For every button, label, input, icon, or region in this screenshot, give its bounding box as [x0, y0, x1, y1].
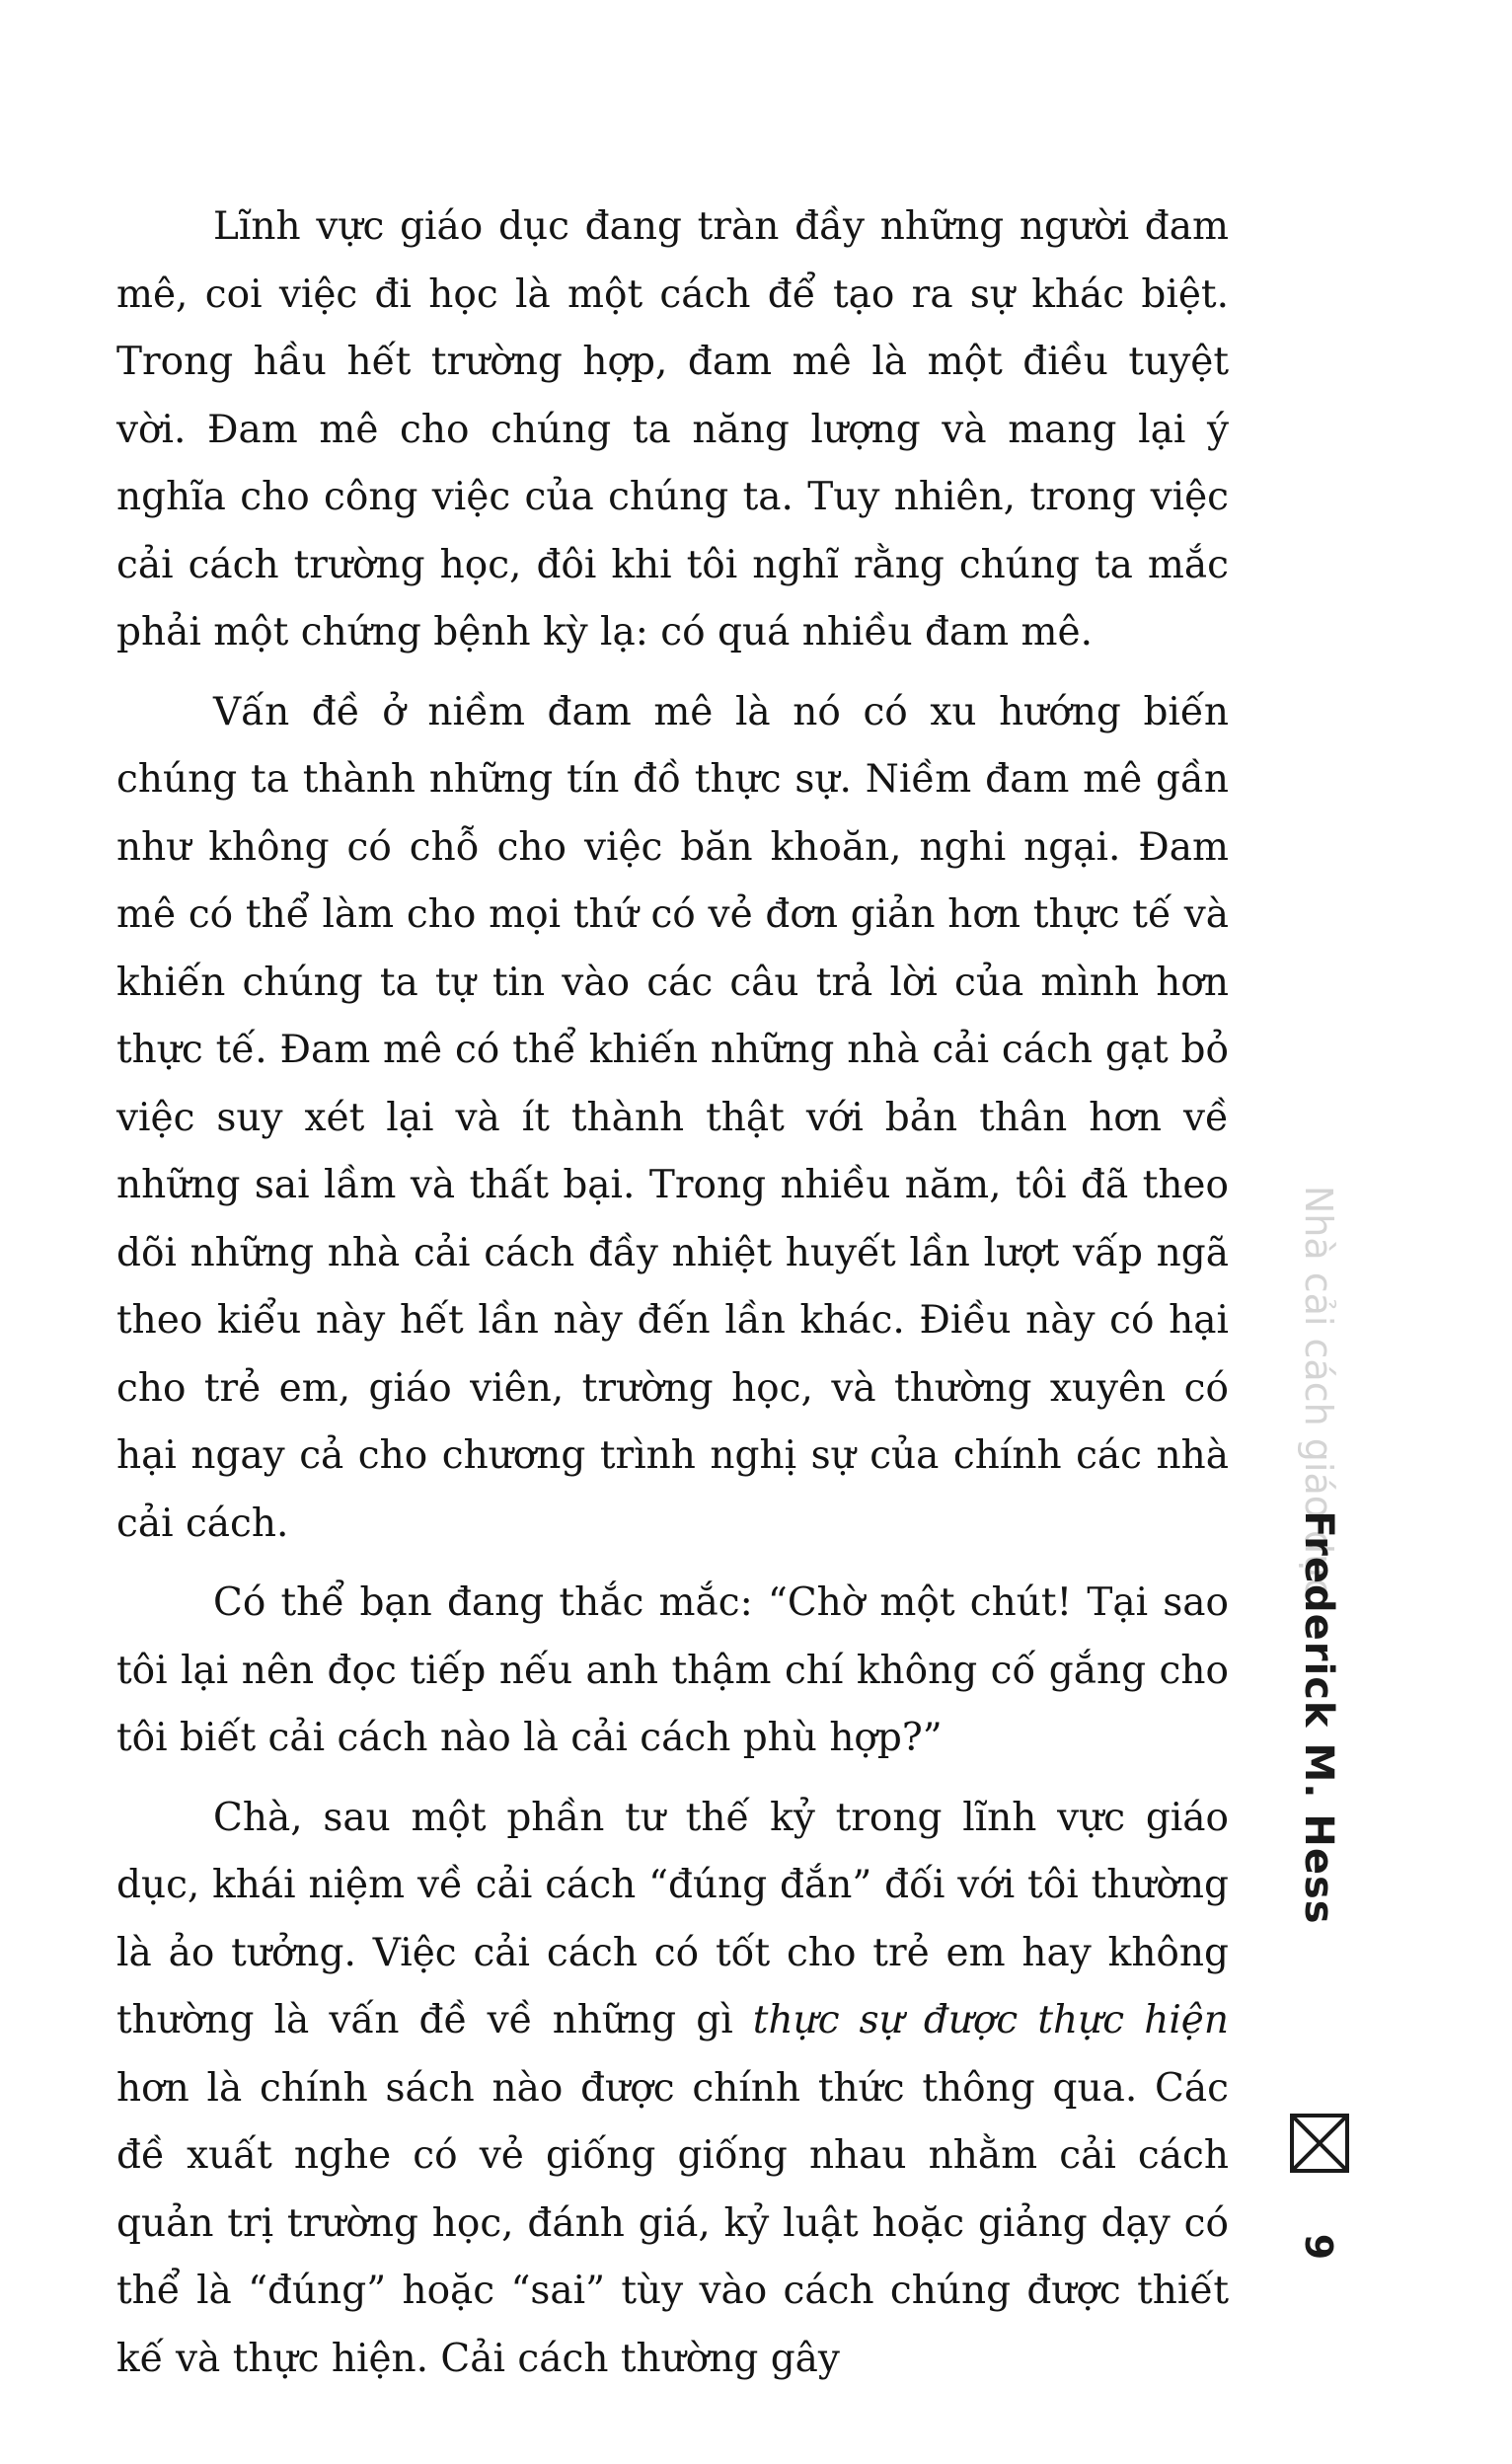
paragraph-4-before: Chà, sau một phần tư thế kỷ trong lĩnh vực giáo dục, khái niệm về cải cách “đúng đắn” đối với tôi thường là ảo tưởng. Việc cải cách có tốt cho trẻ em hay không thường là vấn đề về những gì [116, 1795, 1229, 2042]
paragraph-1: Lĩnh vực giáo dục đang tràn đầy những người đam mê, coi việc đi học là một cách để tạo ra sự khác biệt. Trong hầu hết trường hợp, đam mê là một điều tuyệt vời. Đam mê cho chúng ta năng lượng và mang lại ý nghĩa cho công việc của chúng ta. Tuy nhiên, trong việc cải cách trường học, đôi khi tôi nghĩ rằng chúng ta mắc phải một chứng bệnh kỳ lạ: có quá nhiều đam mê. [116, 204, 1229, 654]
paragraph-4-emphasis: thực sự được thực hiện [752, 1998, 1229, 2042]
body-text [116, 193, 1229, 2405]
paragraph-4 [116, 1785, 1229, 2394]
paragraph-2: Vấn đề ở niềm đam mê là nó có xu hướng biến chúng ta thành những tín đồ thực sự. Niềm đam mê gần như không có chỗ cho việc băn khoăn, nghi ngại. Đam mê có thể làm cho mọi thứ có vẻ đơn giản hơn thực tế và khiến chúng ta tự tin vào các câu trả lời của mình hơn thực tế. Đam mê có thể khiến những nhà cải cách gạt bỏ việc suy xét lại và ít thành thật với bản thân hơn về những sai lầm và thất bại. Trong nhiều năm, tôi đã theo dõi những nhà cải cách đầy nhiệt huyết lần lượt vấp ngã theo kiểu này hết lần này đến lần khác. Điều này có hại cho trẻ em, giáo viên, trường học, và thường xuyên có hại ngay cả cho chương trình nghị sự của chính các nhà cải cách. [116, 689, 1229, 1546]
paragraph-3: Có thể bạn đang thắc mắc: “Chờ một chút! Tại sao tôi lại nên đọc tiếp nếu anh thậm chí không cố gắng cho tôi biết cải cách nào là cải cách phù hợp?” [116, 1580, 1229, 1760]
running-header-author: Frederick M. Hess [1296, 1510, 1341, 1925]
page-number: 9 [1297, 2233, 1340, 2261]
faded-book-title: Nhà cải cách giáo dục [1297, 1185, 1340, 1599]
envelope-icon [1289, 2113, 1350, 2174]
paragraph-4-after: hơn là chính sách nào được chính thức thông qua. Các đề xuất nghe có vẻ giống giống nhau nhằm cải cách quản trị trường học, đánh giá, kỷ luật hoặc giảng dạy có thể là “đúng” hoặc “sai” tùy vào cách chúng được thiết kế và thực hiện. Cải cách thường gây [116, 2065, 1229, 2381]
